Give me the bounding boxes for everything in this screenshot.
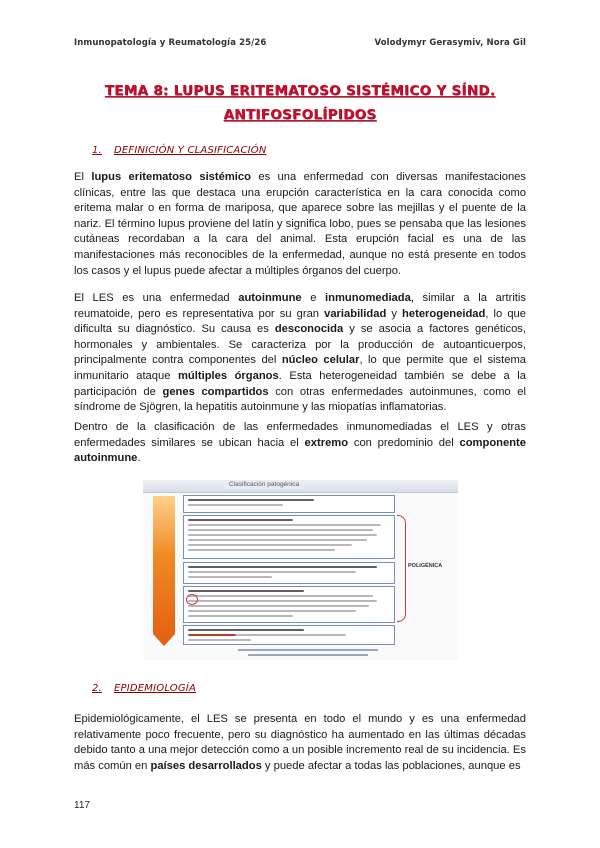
text: y puede afectar a todas las poblaciones, aunque es xyxy=(261,759,521,772)
bold-term: núcleo celular xyxy=(281,354,360,367)
text: con predominio del xyxy=(348,436,460,449)
text: , similar a la artritis reumatoide, pero es representativa por su gran xyxy=(74,292,526,320)
title-line-2: ANTIFOSFOLÍPIDOS xyxy=(223,107,377,123)
figure-box-3 xyxy=(183,562,395,584)
bold-term: extremo xyxy=(304,436,349,449)
text: , lo que dificulta su diagnóstico. Su causa es xyxy=(74,307,526,336)
classification-figure xyxy=(143,480,458,660)
poligenica-bracket xyxy=(397,515,406,622)
figure-tab-label: Clasificación patogénica xyxy=(223,480,305,489)
section-number: 1. xyxy=(92,145,102,156)
paragraph-1 xyxy=(74,170,526,279)
figure-caption-line xyxy=(238,649,378,651)
text: . xyxy=(137,452,141,465)
highlight-circle xyxy=(186,594,198,605)
bold-term: inmunomediada xyxy=(325,292,411,304)
bold-term: múltiples órganos xyxy=(177,369,279,382)
text: El LES es una enfermedad xyxy=(74,292,239,304)
page-header xyxy=(74,38,526,48)
bold-term: genes compartidos xyxy=(162,385,269,398)
text: e xyxy=(301,292,326,304)
section-number: 2. xyxy=(92,683,102,694)
section-label: EPIDEMIOLOGÍA xyxy=(113,683,196,694)
page-number: 117 xyxy=(74,800,90,811)
section-heading-definicion xyxy=(92,145,267,156)
spectrum-arrow-shape xyxy=(153,496,175,646)
title-line-1: TEMA 8: LUPUS ERITEMATOSO SISTÉMICO Y SÍND. xyxy=(104,83,496,99)
bold-term: variabilidad xyxy=(324,307,387,320)
text: con otras enfermedades autoinmunes, como el síndrome de Sjögren, la hepatitis autoinmune y las miopatías inflamatorias. xyxy=(74,385,526,414)
header-course: Inmunopatología y Reumatología 25/26 xyxy=(74,38,267,48)
page-title xyxy=(74,79,526,127)
bold-term: países desarrollados xyxy=(150,759,262,772)
bold-term: autoinmune xyxy=(238,292,302,304)
figure-box-1 xyxy=(183,495,395,513)
bold-term: desconocida xyxy=(274,323,344,336)
paragraph-3 xyxy=(74,420,526,467)
bold-term: componente autoinmune xyxy=(74,436,527,465)
text: . Esta heterogeneidad también se debe a la participación de xyxy=(74,369,527,398)
figure-header-bar xyxy=(143,480,458,493)
text: y xyxy=(386,307,403,320)
text: , lo que permite que el sistema inmunitario ataque xyxy=(74,354,526,382)
paragraph-4 xyxy=(74,712,526,774)
bold-term: lupus eritematoso sistémico xyxy=(91,171,251,183)
header-authors: Volodymyr Gerasymiv, Nora Gil xyxy=(374,38,526,48)
figure-box-2 xyxy=(183,515,395,559)
bold-term: heterogeneidad xyxy=(402,307,486,320)
paragraph-2 xyxy=(74,291,526,416)
figure-box-4 xyxy=(183,586,395,623)
text: Epidemiológicamente, el LES se presenta en todo el mundo y es una enfermedad relativamente poco frecuente, pero su diagnóstico ha aumentado en las últimas décadas debido tanto a una mejor detección como a un posible incremento real de su incidencia. Es más común en xyxy=(74,713,526,772)
figure-caption-line xyxy=(248,654,368,656)
text: y se asocia a factores genéticos, hormonales y ambientales. Se caracteriza por la producción de autoanticuerpos, principalmente contra componentes del xyxy=(74,323,526,367)
figure-box-5 xyxy=(183,625,395,645)
text: El xyxy=(74,171,92,183)
section-label: DEFINICIÓN Y CLASIFICACIÓN xyxy=(113,145,267,156)
poligenica-label: POLIGÉNICA xyxy=(408,563,443,569)
section-heading-epidemiologia xyxy=(92,683,196,694)
text: Dentro de la clasificación de las enfermedades inmunomediadas el LES y otras enfermedades similares se ubican hacia el xyxy=(74,421,526,449)
text: es una enfermedad con diversas manifestaciones clínicas, entre las que destaca una erupción característica en la cara conocida como eritema malar o en forma de mariposa, que aparece sobre las mejillas y el puente de la nariz. El término lupus proviene del latín y significa lobo, pues se pensaba que las lesiones cutáneas recordaban a la cara del animal. Esta erupción facial es una de las manifestaciones más reconocibles de la enfermedad, aunque no está presente en todos los casos y el lupus puede afectar a múltiples órganos del cuerpo. xyxy=(74,171,526,277)
